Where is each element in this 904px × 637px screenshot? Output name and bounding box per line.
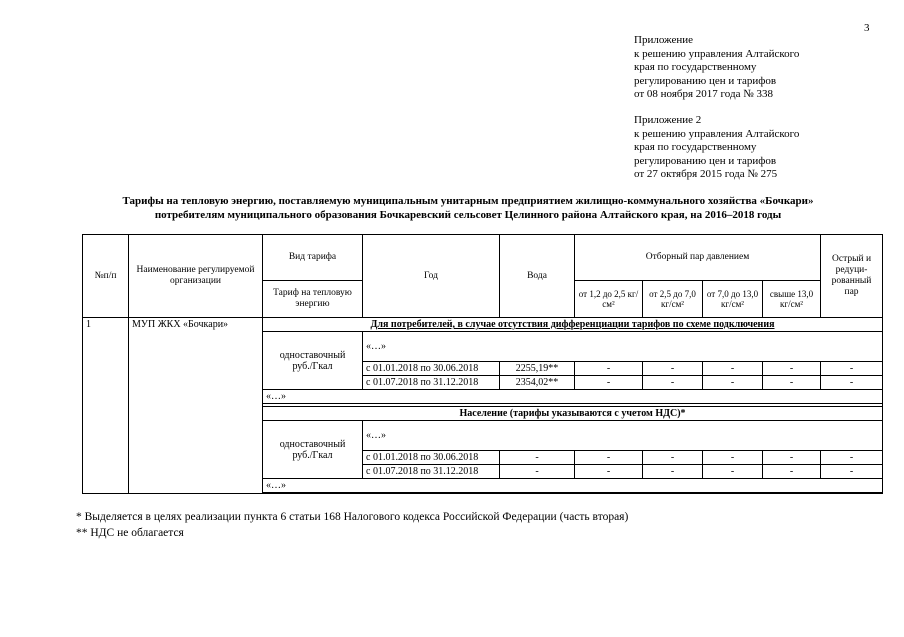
dash-cell: - — [703, 465, 763, 479]
header-year: Год — [363, 235, 500, 318]
organization-name: МУП ЖКХ «Бочкари» — [129, 318, 263, 494]
footnote-no-vat: ** НДС не облагается — [76, 527, 184, 539]
annex-line: Приложение — [634, 34, 694, 46]
header-steam-3: от 7,0 до 13,0 кг/см² — [703, 281, 763, 318]
ellipsis-cell: «…» — [263, 390, 883, 404]
dash-cell: - — [643, 362, 703, 376]
tariff-label-line: одноставочный — [279, 349, 346, 361]
dash-cell: - — [821, 362, 883, 376]
document-title — [60, 194, 876, 222]
row-number: 1 — [83, 318, 129, 494]
tariff-label-line: руб./Гкал — [292, 449, 333, 461]
dash-cell: - — [763, 451, 821, 465]
dash-cell: - — [703, 376, 763, 390]
dash-cell: - — [575, 451, 643, 465]
footnotes — [76, 509, 628, 541]
tariff-label-2 — [263, 421, 363, 479]
dash-cell: - — [643, 451, 703, 465]
dash-cell: - — [703, 362, 763, 376]
tariff-label-1 — [263, 332, 363, 390]
annex-line: от 27 октября 2015 года № 275 — [634, 168, 778, 180]
header-sharp-steam: Острый и редуци-рованный пар — [821, 235, 883, 318]
header-steam: Отборный пар давлением — [575, 235, 821, 281]
ellipsis-cell: «…» — [263, 479, 883, 493]
ellipsis-cell: «…» — [363, 332, 883, 362]
dash-cell: - — [763, 376, 821, 390]
period-cell: с 01.07.2018 по 31.12.2018 — [363, 376, 500, 390]
dash-cell: - — [763, 362, 821, 376]
dash-cell: - — [643, 465, 703, 479]
dash-cell: - — [763, 465, 821, 479]
header-steam-1: от 1,2 до 2,5 кг/см² — [575, 281, 643, 318]
header-water: Вода — [500, 235, 575, 318]
tariff-label-line: руб./Гкал — [292, 360, 333, 372]
annex-line: края по государственному — [634, 61, 757, 73]
dash-cell: - — [703, 451, 763, 465]
period-cell: с 01.01.2018 по 30.06.2018 — [363, 451, 500, 465]
annex-note-1 — [634, 34, 799, 102]
section-1-heading: Для потребителей, в случае отсутствия дифференциации тарифов по схеме подключения — [263, 318, 883, 332]
annex-line: к решению управления Алтайского — [634, 127, 800, 140]
dash-cell: - — [821, 451, 883, 465]
dash-cell: - — [500, 451, 575, 465]
dash-cell: - — [821, 465, 883, 479]
header-steam-2: от 2,5 до 7,0 кг/см² — [643, 281, 703, 318]
tariff-table — [82, 234, 883, 494]
ellipsis-cell: «…» — [363, 421, 883, 451]
header-tariff-type: Вид тарифа — [263, 235, 363, 281]
annex-line: края по государственному — [634, 141, 757, 153]
annex-line: от 08 ноября 2017 года № 338 — [634, 88, 773, 100]
header-num: №п/п — [83, 235, 129, 318]
dash-cell: - — [575, 362, 643, 376]
header-org: Наименование регулируемой организации — [129, 235, 263, 318]
dash-cell: - — [821, 376, 883, 390]
annex-line: регулированию цен и тарифов — [634, 154, 777, 167]
page-number: 3 — [864, 22, 870, 34]
section-2-heading: Население (тарифы указываются с учетом НДС)* — [263, 407, 883, 421]
water-value: 2255,19** — [500, 362, 575, 376]
annex-line: Приложение 2 — [634, 114, 702, 126]
water-value: 2354,02** — [500, 376, 575, 390]
period-cell: с 01.01.2018 по 30.06.2018 — [363, 362, 500, 376]
footnote-vat: * Выделяется в целях реализации пункта 6 статьи 168 Налогового кодекса Российской Федерации (часть вторая) — [76, 511, 629, 523]
title-line-1: Тарифы на тепловую энергию, поставляемую муниципальным унитарным предприятием жилищно-коммунального хозяйства «Бочкари» — [122, 195, 814, 207]
annex-line: регулированию цен и тарифов — [634, 74, 777, 87]
period-cell: с 01.07.2018 по 31.12.2018 — [363, 465, 500, 479]
header-steam-4: свыше 13,0 кг/см² — [763, 281, 821, 318]
dash-cell: - — [575, 465, 643, 479]
header-tariff-sub: Тариф на тепловую энергию — [263, 281, 363, 318]
spacer-cell — [263, 493, 883, 494]
annex-note-2 — [634, 114, 799, 182]
dash-cell: - — [500, 465, 575, 479]
dash-cell: - — [643, 376, 703, 390]
title-line-2: потребителям муниципального образования Бочкаревский сельсовет Целинного района Алтайского края, на 2016–2018 годы — [154, 209, 782, 221]
annex-line: к решению управления Алтайского — [634, 47, 800, 60]
dash-cell: - — [575, 376, 643, 390]
tariff-label-line: одноставочный — [279, 438, 346, 450]
